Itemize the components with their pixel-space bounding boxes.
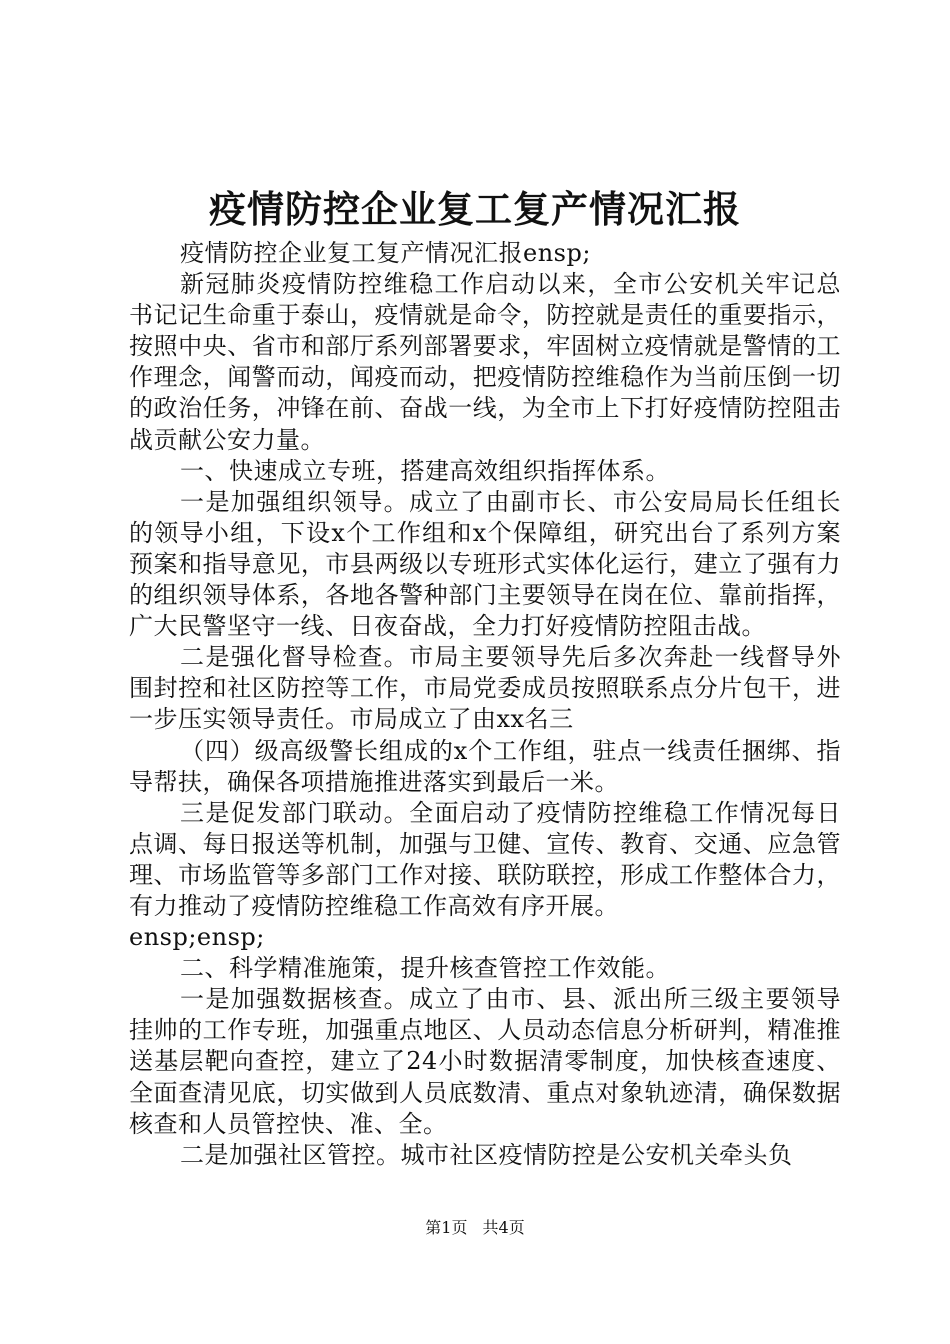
body-paragraph: ensp;ensp; bbox=[129, 923, 265, 952]
body-paragraph: 新冠肺炎疫情防控维稳工作启动以来，全市公安机关牢记总书记记生命重于泰山，疫情就是命令，防控就是责任的重要指示，按照中央、省市和部厅系列部署要求，牢固树立疫情就是警情的工作理念，闻警而动，闻疫而动，把疫情防控维稳作为当前压倒一切的政治任务，冲锋在前、奋战一线，为全市上下打好疫情防控阻击战贡献公安力量。 bbox=[129, 270, 841, 454]
page-total: 共4页 bbox=[482, 1218, 525, 1237]
section-heading: 二、科学精准施策，提升核查管控工作效能。 bbox=[180, 954, 670, 983]
body-paragraph: 疫情防控企业复工复产情况汇报ensp; bbox=[180, 239, 591, 267]
body-paragraph: 一是加强组织领导。成立了由副市长、市公安局局长任组长的领导小组，下设x个工作组和x个保障组，研究出台了系列方案预案和指导意见，市县两级以专班形式实体化运行，建立了强有力的组织领导体系，各地各警种部门主要领导在岗在位、靠前指挥，广大民警坚守一线、日夜奋战，全力打好疫情防控阻击战。 bbox=[129, 487, 841, 641]
body-paragraph: （四）级高级警长组成的x个工作组，驻点一线责任捆绑、指导帮扶，确保各项措施推进落实到最后一米。 bbox=[129, 736, 841, 796]
page-footer bbox=[0, 1218, 950, 1238]
body-paragraph: 一是加强数据核查。成立了由市、县、派出所三级主要领导挂帅的工作专班，加强重点地区、人员动态信息分析研判，精准推送基层靶向查控，建立了24小时数据清零制度，加快核查速度、全面查清见底，切实做到人员底数清、重点对象轨迹清，确保数据核查和人员管控快、准、全。 bbox=[129, 985, 841, 1138]
body-paragraph: 三是促发部门联动。全面启动了疫情防控维稳工作情况每日点调、每日报送等机制，加强与卫健、宣传、教育、交通、应急管理、市场监管等多部门工作对接、联防联控，形成工作整体合力，有力推动了疫情防控维稳工作高效有序开展。 bbox=[129, 798, 841, 920]
body-paragraph: 二是强化督导检查。市局主要领导先后多次奔赴一线督导外围封控和社区防控等工作，市局党委成员按照联系点分片包干，进一步压实领导责任。市局成立了由xx名三 bbox=[129, 643, 841, 734]
document-body bbox=[129, 238, 841, 1171]
page-number: 第1页 bbox=[425, 1218, 468, 1237]
document-title: 疫情防控企业复工复产情况汇报 bbox=[209, 187, 741, 231]
section-heading: 一、快速成立专班，搭建高效组织指挥体系。 bbox=[180, 456, 670, 485]
body-paragraph: 二是加强社区管控。城市社区疫情防控是公安机关牵头负 bbox=[180, 1140, 793, 1169]
